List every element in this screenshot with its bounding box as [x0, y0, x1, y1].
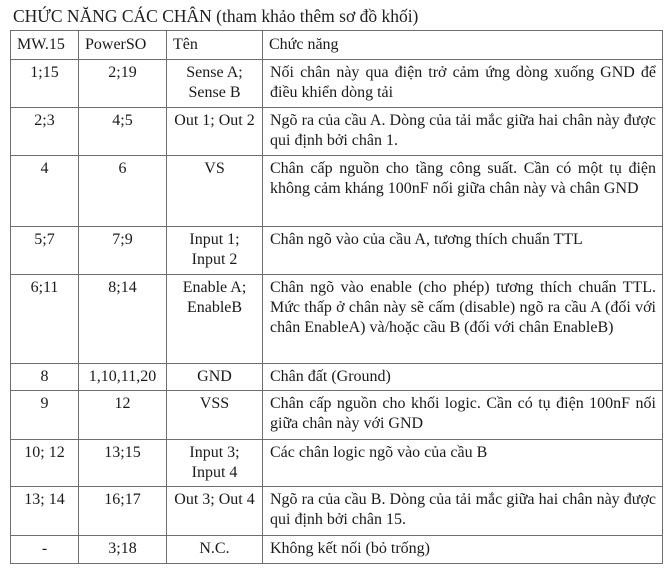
cell-powerso: 7;9	[79, 227, 167, 275]
cell-function: Chân đất (Ground)	[263, 364, 663, 391]
cell-function: Chân ngõ vào enable (cho phép) tương thích chuẩn TTL. Mức thấp ở chân này sẽ cấm (disable) ngõ ra cầu A (đối với chân EnableA) và/hoặc cầu B (đối với chân EnableB)	[263, 275, 663, 364]
cell-powerso: 16;17	[79, 487, 167, 536]
table-header-row	[11, 31, 663, 60]
header-name: Tên	[167, 31, 263, 60]
cell-name: GND	[167, 364, 263, 391]
cell-powerso: 1,10,11,20	[79, 364, 167, 391]
cell-powerso: 2;19	[79, 60, 167, 108]
cell-function: Nối chân này qua điện trở cảm ứng dòng xuống GND để điều khiển dòng tải	[263, 60, 663, 108]
header-function: Chức năng	[263, 31, 663, 60]
cell-mw15: 8	[11, 364, 79, 391]
cell-name: Out 1; Out 2	[167, 108, 263, 156]
cell-function: Ngõ ra của cầu B. Dòng của tải mắc giữa hai chân này được qui định bởi chân 15.	[263, 487, 663, 536]
cell-function: Ngõ ra của cầu A. Dòng của tải mắc giữa hai chân này được qui định bởi chân 1.	[263, 108, 663, 156]
cell-mw15: 6;11	[11, 275, 79, 364]
cell-mw15: 5;7	[11, 227, 79, 275]
cell-function: Chân ngõ vào của cầu A, tương thích chuẩn TTL	[263, 227, 663, 275]
table-row	[11, 440, 663, 487]
cell-mw15: 4	[11, 156, 79, 227]
cell-powerso: 12	[79, 391, 167, 440]
header-powerso: PowerSO	[79, 31, 167, 60]
cell-name: Out 3; Out 4	[167, 487, 263, 536]
cell-powerso: 4;5	[79, 108, 167, 156]
cell-powerso: 6	[79, 156, 167, 227]
table-row	[11, 536, 663, 564]
cell-mw15: 9	[11, 391, 79, 440]
cell-mw15: 10; 12	[11, 440, 79, 487]
header-mw15: MW.15	[11, 31, 79, 60]
cell-mw15: 2;3	[11, 108, 79, 156]
cell-function: Các chân logic ngõ vào của cầu B	[263, 440, 663, 487]
cell-function: Không kết nối (bỏ trống)	[263, 536, 663, 564]
cell-powerso: 13;15	[79, 440, 167, 487]
cell-mw15: 13; 14	[11, 487, 79, 536]
page-title: CHỨC NĂNG CÁC CHÂN (tham khảo thêm sơ đồ khối)	[13, 6, 419, 26]
cell-name: VSS	[167, 391, 263, 440]
cell-function: Chân cấp nguồn cho tầng công suất. Cần có một tụ điện không cảm kháng 100nF nối giữa chân này và chân GND	[263, 156, 663, 227]
cell-name: VS	[167, 156, 263, 227]
cell-name: Enable A; EnableB	[167, 275, 263, 364]
table-row	[11, 275, 663, 364]
cell-function: Chân cấp nguồn cho khối logic. Cần có tụ điện 100nF nối giữa chân này với GND	[263, 391, 663, 440]
table-row	[11, 487, 663, 536]
table-row	[11, 108, 663, 156]
table-row	[11, 391, 663, 440]
cell-powerso: 3;18	[79, 536, 167, 564]
cell-name: Input 1; Input 2	[167, 227, 263, 275]
pin-function-table	[10, 30, 663, 564]
table-row	[11, 156, 663, 227]
table-row	[11, 227, 663, 275]
cell-name: N.C.	[167, 536, 263, 564]
cell-mw15: 1;15	[11, 60, 79, 108]
cell-mw15: -	[11, 536, 79, 564]
table-row	[11, 364, 663, 391]
table-row	[11, 60, 663, 108]
cell-name: Sense A; Sense B	[167, 60, 263, 108]
cell-name: Input 3; Input 4	[167, 440, 263, 487]
cell-powerso: 8;14	[79, 275, 167, 364]
